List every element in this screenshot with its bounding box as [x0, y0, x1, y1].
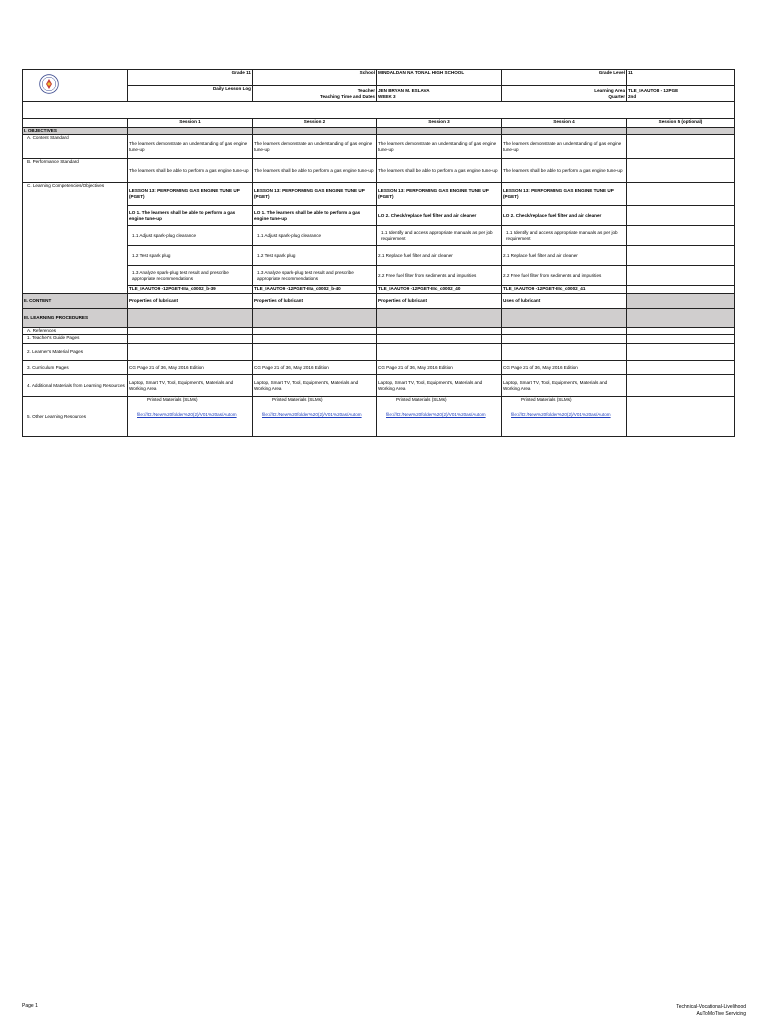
curriculum-s3: CG Page 21 of 36, May 2016 Edition	[377, 361, 502, 375]
sessions-header-row	[23, 119, 735, 128]
content-row	[23, 294, 735, 309]
grade-level-value: 11	[627, 70, 735, 86]
session-3-header: Session 3	[377, 119, 502, 128]
other-s1	[128, 397, 253, 437]
obj3-s1: 1.3 Analyze spark-plug test result and prescribe appropriate recommendations	[128, 266, 253, 286]
page-number: Page 1	[22, 1003, 38, 1009]
other-resources-label: 5. Other Learning Resources	[23, 397, 128, 437]
learning-area-value: TLE_IAAUTO8 - 12PGE	[628, 87, 679, 93]
code-s2: TLE_IAAUTO9 -12PGET-IIIa_c0002_b-40	[253, 286, 377, 294]
code-s3: TLE_IAAUTO9 -12PGET-IIIc_c0002_40	[377, 286, 502, 294]
content-s4: Uses of lubricant	[502, 294, 627, 309]
obj1-s3: 1.1 Identify and access appropriate manuals as per job requirement	[377, 226, 502, 246]
teacher-label: Teacher	[357, 87, 375, 93]
curriculum-s2: CG Page 21 of 36, May 2016 Edition	[253, 361, 377, 375]
teacher-time-values	[377, 86, 502, 102]
code-row	[23, 286, 735, 294]
time-value: WEEK 3	[378, 93, 396, 99]
performance-standard-s3: The learners shall be able to perform a gas engine tune-up	[377, 159, 502, 183]
daily-lesson-log-table	[22, 69, 735, 437]
session-4-header: Session 4	[502, 119, 627, 128]
lo-s2: LO 1. The learners shall be able to perform a gas engine tune-up	[253, 206, 377, 226]
obj3-row	[23, 266, 735, 286]
printed-s1: Printed Materials (SLMs)	[147, 397, 198, 402]
grade-label: Grade 11	[128, 70, 253, 86]
other-s2	[253, 397, 377, 437]
obj3-s2: 1.3 Analyze spark-plug test result and prescribe appropriate recommendations	[253, 266, 377, 286]
lo-s4: LO 2. Check/replace fuel filter and air cleaner	[502, 206, 627, 226]
area-quarter-labels	[502, 86, 627, 102]
resource-link-s4[interactable]: file:///D:/New%20folder%20(2)/V01%20as/Autom	[511, 411, 611, 417]
obj2-s3: 2.1 Replace fuel filter and air cleaner	[377, 246, 502, 266]
obj1-row	[23, 226, 735, 246]
school-label: School	[253, 70, 377, 86]
obj1-s4: 1.1 Identify and access appropriate manuals as per job requirement	[502, 226, 627, 246]
content-s3: Properties of lubricant	[377, 294, 502, 309]
obj2-s2: 1.2 Test spark plug	[253, 246, 377, 266]
deped-logo-cell	[23, 70, 128, 102]
content-s2: Properties of lubricant	[253, 294, 377, 309]
other-s4	[502, 397, 627, 437]
obj2-s4: 2.1 Replace fuel filter and air cleaner	[502, 246, 627, 266]
printed-s3: Printed Materials (SLMs)	[396, 397, 447, 402]
procedures-row	[23, 309, 735, 328]
printed-s2: Printed Materials (SLMs)	[272, 397, 323, 402]
deped-seal-icon	[39, 74, 59, 94]
spacer-row	[23, 102, 735, 119]
quarter-label: Quarter	[608, 93, 625, 99]
objectives-label: I. OBJECTIVES	[23, 128, 128, 135]
code-s1: TLE_IAAUTO9 -12PGET-IIIa_c0002_b-39	[128, 286, 253, 294]
lesson-s1: LESSON 13: PERFORMING GAS ENGINE TUNE UP (PGET)	[128, 183, 253, 206]
content-standard-s2: The learners demonstrate an understanding of gas engine tune-up	[253, 135, 377, 159]
obj1-s2: 1.1 Adjust spark-plug clearance	[253, 226, 377, 246]
resource-link-s2[interactable]: file:///D:/New%20folder%20(2)/V01%20as/Autom	[262, 411, 362, 417]
content-s1: Properties of lubricant	[128, 294, 253, 309]
track-label: Technical-Vocational-Livelihood	[676, 1004, 746, 1010]
obj3-s4: 2.2 Free fuel filter from sediments and impurities	[502, 266, 627, 286]
other-s3	[377, 397, 502, 437]
additional-s4: Laptop, Smart TV, Tool, Equipment's, Materials and Working Area	[502, 375, 627, 397]
additional-s3: Laptop, Smart TV, Tool, Equipment's, Materials and Working Area	[377, 375, 502, 397]
session-2-header: Session 2	[253, 119, 377, 128]
lesson-row	[23, 183, 735, 206]
procedures-label: III. LEARNING PROCEDURES	[23, 309, 128, 328]
teacher-value: JEN BRYAN M. ESLAVA	[378, 87, 430, 93]
blank-cell	[23, 119, 128, 128]
curriculum-label: 3. Curriculum Pages	[23, 361, 128, 375]
lo-s1: LO 1. The learners shall be able to perform a gas engine tune-up	[128, 206, 253, 226]
references-label: A. References	[23, 328, 128, 335]
curriculum-row	[23, 361, 735, 375]
session-5-header: Session 5 (optional)	[627, 119, 735, 128]
content-standard-row	[23, 135, 735, 159]
additional-s1: Laptop, Smart TV, Tool, Equipment's, Materials and Working Area	[128, 375, 253, 397]
performance-standard-row	[23, 159, 735, 183]
obj2-s1: 1.2 Test spark plug	[128, 246, 253, 266]
performance-standard-label: B. Performance Standard	[23, 159, 128, 183]
session-1-header: Session 1	[128, 119, 253, 128]
learners-material-label: 2. Learner's Material Pages	[23, 344, 128, 361]
area-quarter-values	[627, 86, 735, 102]
lesson-s4: LESSON 13: PERFORMING GAS ENGINE TUNE UP (PGET)	[502, 183, 627, 206]
lo-row	[23, 206, 735, 226]
resource-link-s3[interactable]: file:///D:/New%20folder%20(2)/V01%20as/Autom	[386, 411, 486, 417]
content-standard-s3: The learners demonstrate an understanding of gas engine tune-up	[377, 135, 502, 159]
time-label: Teaching Time and Dates	[320, 93, 375, 99]
performance-standard-s1: The learners shall be able to perform a gas engine tune-up	[128, 159, 253, 183]
objectives-row	[23, 128, 735, 135]
obj2-row	[23, 246, 735, 266]
competencies-label: C. Learning Competencies/Objectives	[23, 183, 128, 294]
additional-s2: Laptop, Smart TV, Tool, Equipment's, Materials and Working Area	[253, 375, 377, 397]
teachers-guide-row	[23, 335, 735, 344]
learners-material-row	[23, 344, 735, 361]
performance-standard-s4: The learners shall be able to perform a gas engine tune-up	[502, 159, 627, 183]
performance-standard-s2: The learners shall be able to perform a gas engine tune-up	[253, 159, 377, 183]
footer-track	[630, 1004, 746, 1017]
content-standard-label: A. Content Standard	[23, 135, 128, 159]
resource-link-s1[interactable]: file:///D:/New%20folder%20(2)/V01%20as/Autom	[137, 411, 237, 417]
content-label: II. CONTENT	[23, 294, 128, 309]
curriculum-s1: CG Page 21 of 36, May 2016 Edition	[128, 361, 253, 375]
teachers-guide-label: 1. Teacher's Guide Pages	[23, 335, 128, 344]
quarter-value: 2nd	[628, 93, 637, 99]
grade-level-label: Grade Level	[502, 70, 627, 86]
lo-s3: LO 2. Check/replace fuel filter and air cleaner	[377, 206, 502, 226]
learning-area-label: Learning Area	[594, 87, 625, 93]
log-label: Daily Lesson Log	[128, 86, 253, 102]
obj1-s1: 1.1 Adjust spark-plug clearance	[128, 226, 253, 246]
teacher-time-labels	[253, 86, 377, 102]
lesson-s3: LESSON 13: PERFORMING GAS ENGINE TUNE UP (PGET)	[377, 183, 502, 206]
lesson-s2: LESSON 13: PERFORMING GAS ENGINE TUNE UP (PGET)	[253, 183, 377, 206]
strand-label: AuToMoTive Servicing	[696, 1010, 746, 1017]
obj3-s3: 2.2 Free fuel filter from sediments and impurities	[377, 266, 502, 286]
references-row	[23, 328, 735, 335]
code-s4: TLE_IAAUTO9 -12PGET-IIIc_c0002_41	[502, 286, 627, 294]
printed-s4: Printed Materials (SLMs)	[521, 397, 572, 402]
curriculum-s4: CG Page 21 of 36, May 2016 Edition	[502, 361, 627, 375]
additional-label: 4. Additional Materials from Learning Resources	[23, 375, 128, 397]
other-resources-row	[23, 397, 735, 437]
additional-row	[23, 375, 735, 397]
content-standard-s4: The learners demonstrate an understanding of gas engine tune-up	[502, 135, 627, 159]
content-standard-s1: The learners demonstrate an understanding of gas engine tune-up	[128, 135, 253, 159]
school-value: MINDALDAN NA TONAL HIGH SCHOOL	[377, 70, 502, 86]
